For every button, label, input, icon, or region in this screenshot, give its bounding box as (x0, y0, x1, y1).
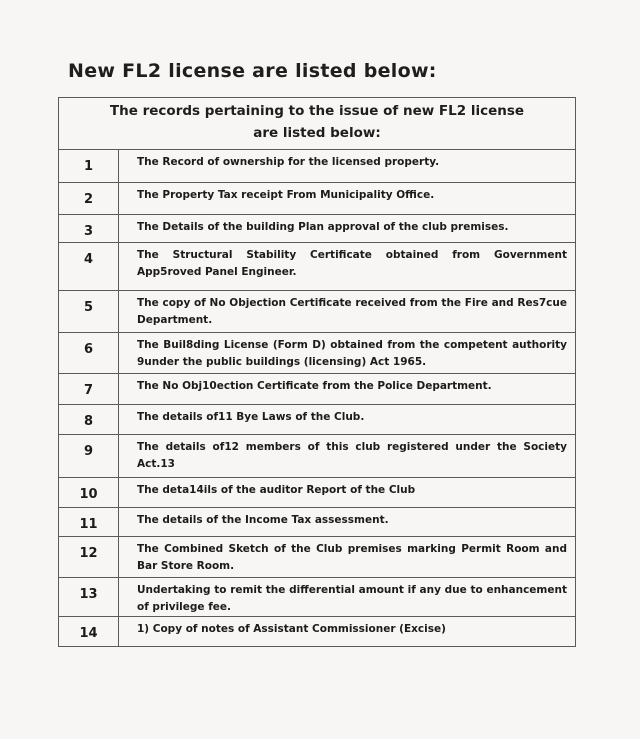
table-row (59, 243, 576, 291)
row-description (119, 243, 576, 291)
table-row (59, 405, 576, 435)
row-text: The copy of No Objection Certificate received from the Fire and Res7cue Department. (137, 297, 567, 326)
row-text: The Record of ownership for the licensed property. (137, 156, 440, 168)
table-row (59, 150, 576, 183)
row-number: 14 (59, 617, 119, 647)
row-number: 13 (59, 578, 119, 617)
row-description (119, 435, 576, 478)
row-number: 1 (59, 150, 119, 183)
row-description (119, 291, 576, 333)
row-number: 12 (59, 537, 119, 578)
records-table (58, 97, 576, 647)
row-number: 10 (59, 478, 119, 508)
page-heading: New FL2 license are listed below: (68, 60, 437, 82)
row-number: 2 (59, 183, 119, 215)
table-row (59, 435, 576, 478)
row-number: 6 (59, 333, 119, 374)
row-number: 5 (59, 291, 119, 333)
row-description (119, 508, 576, 537)
row-number: 8 (59, 405, 119, 435)
row-description (119, 183, 576, 215)
row-number: 9 (59, 435, 119, 478)
row-description (119, 405, 576, 435)
row-number: 4 (59, 243, 119, 291)
table-caption-row (59, 98, 576, 150)
table-row (59, 374, 576, 405)
row-number: 7 (59, 374, 119, 405)
row-text: The details of12 members of this club registered under the Society Act.13 (137, 441, 567, 470)
row-description (119, 537, 576, 578)
row-description (119, 578, 576, 617)
row-description (119, 333, 576, 374)
table-row (59, 617, 576, 647)
row-text: Undertaking to remit the differential amount if any due to enhancement of privilege fee. (137, 584, 567, 613)
table-row (59, 478, 576, 508)
row-description (119, 478, 576, 508)
row-text: 1) Copy of notes of Assistant Commissioner (Excise) (137, 623, 446, 635)
table-caption-line1: The records pertaining to the issue of new FL2 license (109, 103, 525, 119)
row-text: The Structural Stability Certificate obtained from Government App5roved Panel Engineer. (137, 249, 567, 278)
row-text: The Property Tax receipt From Municipality Office. (137, 189, 435, 201)
table-caption (59, 98, 576, 150)
row-description (119, 215, 576, 243)
table-row (59, 291, 576, 333)
row-text: The deta14ils of the auditor Report of the Club (137, 484, 416, 496)
row-description (119, 617, 576, 647)
row-number: 3 (59, 215, 119, 243)
row-text: The No Obj10ection Certificate from the Police Department. (137, 380, 492, 392)
row-text: The Buil8ding License (Form D) obtained from the competent authority 9under the public buildings (licensing) Act 1965. (137, 339, 567, 368)
row-number: 11 (59, 508, 119, 537)
table-row (59, 183, 576, 215)
row-text: The Combined Sketch of the Club premises marking Permit Room and Bar Store Room. (137, 543, 567, 572)
row-text: The details of the Income Tax assessment. (137, 514, 389, 526)
row-description (119, 374, 576, 405)
row-text: The details of11 Bye Laws of the Club. (137, 411, 365, 423)
table-row (59, 215, 576, 243)
table-row (59, 508, 576, 537)
row-text: The Details of the building Plan approval of the club premises. (137, 221, 509, 233)
table-row (59, 537, 576, 578)
row-description (119, 150, 576, 183)
table-caption-line2: are listed below: (253, 125, 381, 141)
table-row (59, 333, 576, 374)
table-row (59, 578, 576, 617)
